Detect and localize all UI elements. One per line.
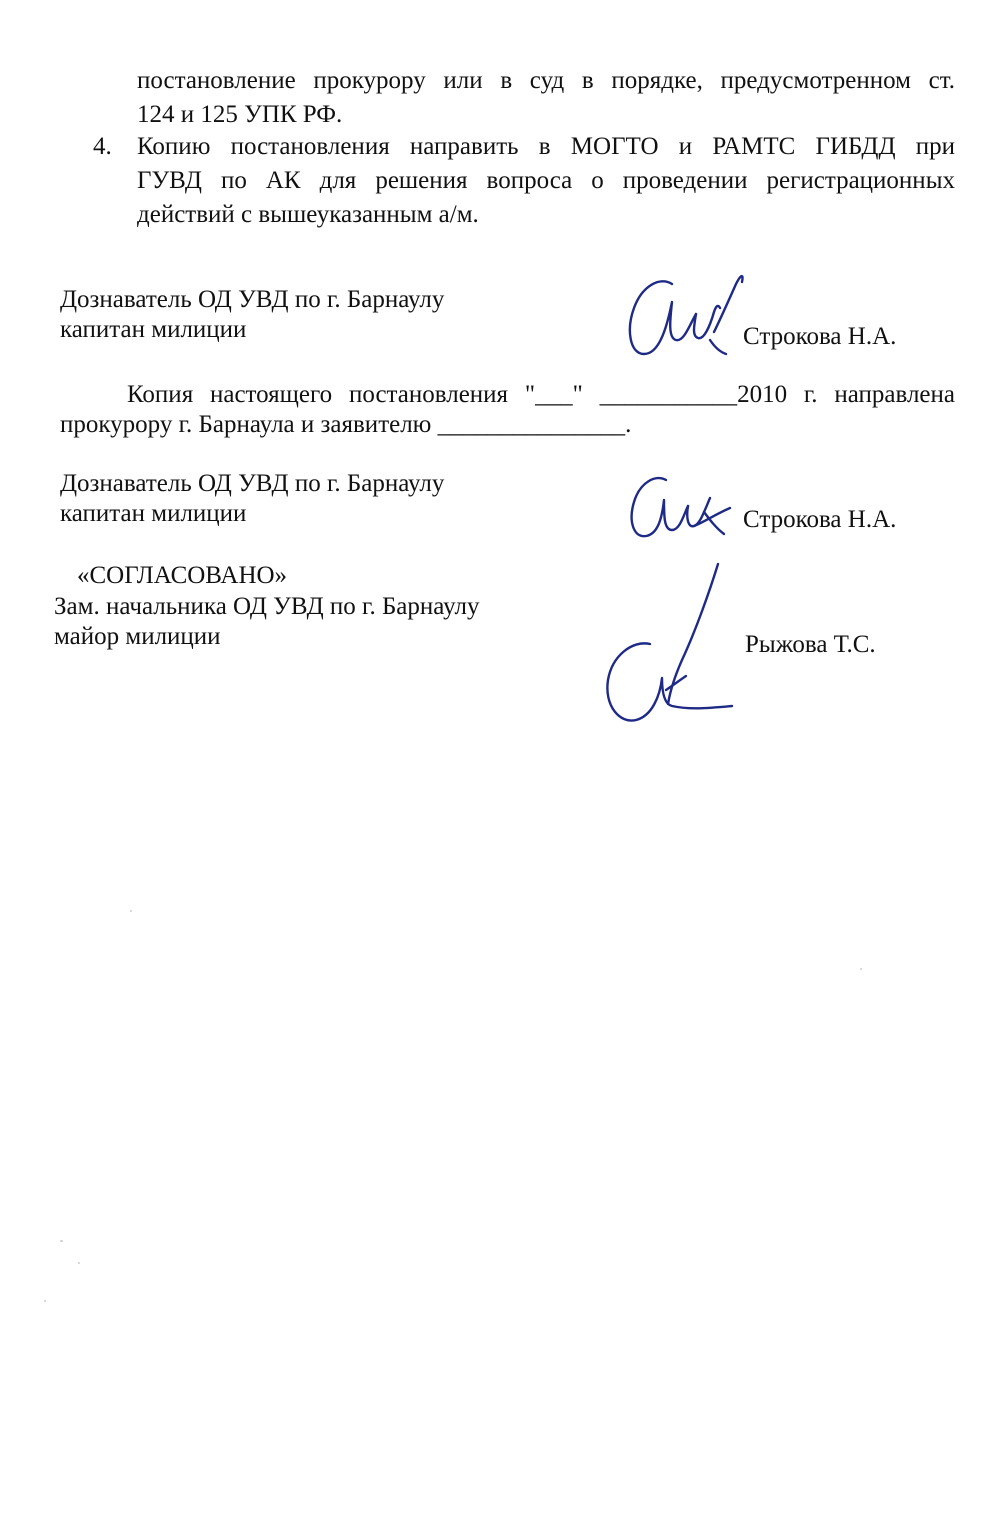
signer-1-position-line-2: капитан милиции <box>60 316 247 343</box>
signer-2-position-line-1: Дознаватель ОД УВД по г. Барнаулу <box>60 470 445 497</box>
scan-speck <box>60 1240 63 1242</box>
continuation-line-2: 124 и 125 УПК РФ. <box>137 101 343 128</box>
scan-speck <box>130 910 132 912</box>
approver-position-line-1: Зам. начальника ОД УВД по г. Барнаулу <box>54 593 480 620</box>
approval-heading: «СОГЛАСОВАНО» <box>77 562 288 589</box>
signature-2-handwritten <box>620 468 735 548</box>
signer-1-position-line-1: Дознаватель ОД УВД по г. Барнаулу <box>60 286 445 313</box>
item-4-number: 4. <box>93 133 112 160</box>
scan-speck <box>44 1300 46 1302</box>
item-4-line-2: ГУВД по АК для решения вопроса о проведении регистрационных <box>137 167 955 194</box>
scan-speck <box>78 1262 80 1264</box>
scan-speck <box>860 968 862 970</box>
item-4-paragraph <box>137 130 955 232</box>
item-4-line-3: действий с вышеуказанным а/м. <box>137 201 479 228</box>
signature-1-handwritten <box>610 262 750 367</box>
approver-name: Рыжова Т.С. <box>745 631 876 658</box>
signer-2-position-line-2: капитан милиции <box>60 500 247 527</box>
continuation-line-1: постановление прокурору или в суд в порядке, предусмотренном ст. <box>137 67 955 94</box>
item-4-line-1: Копию постановления направить в МОГТО и РАМТС ГИБДД при <box>137 133 955 160</box>
signature-3-handwritten <box>600 560 740 730</box>
continuation-paragraph <box>137 64 955 132</box>
approver-position-line-2: майор милиции <box>54 623 221 650</box>
copy-notice-line-2: прокурору г. Барнаула и заявителю _______________. <box>60 411 632 438</box>
signer-2-name: Строкова Н.А. <box>743 506 897 533</box>
copy-notice-line-1: Копия настоящего постановления "___" ___________2010 г. направлена <box>127 381 955 408</box>
signer-1-name: Строкова Н.А. <box>743 323 897 350</box>
